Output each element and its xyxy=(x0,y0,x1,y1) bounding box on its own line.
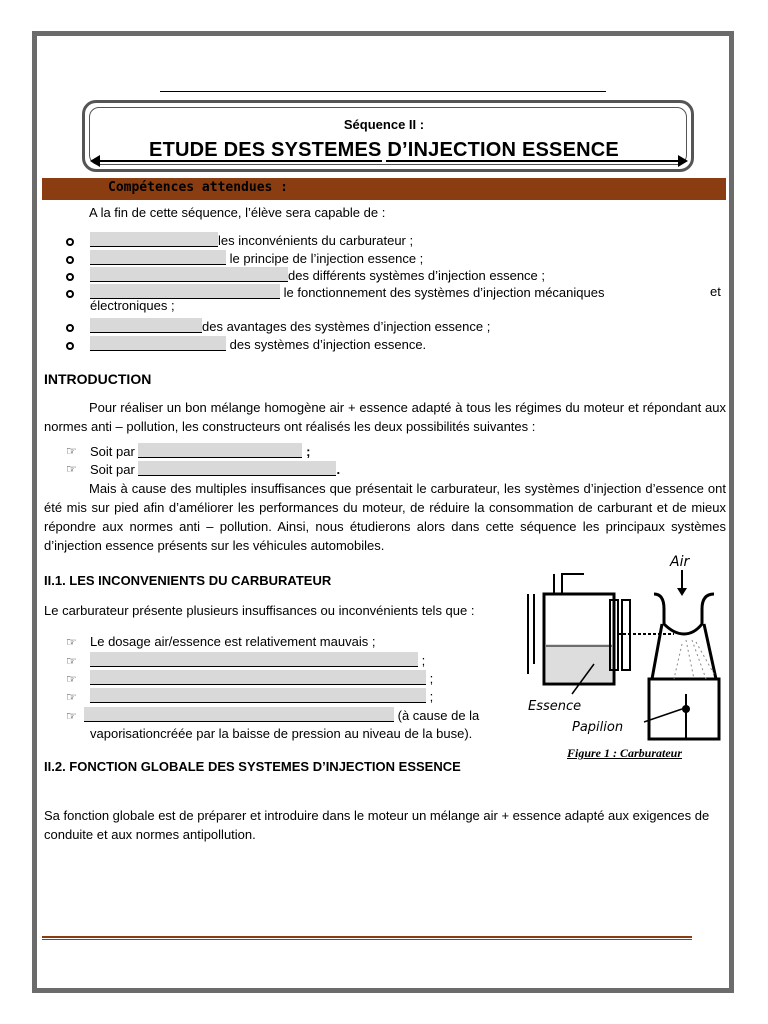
figure-label-papilion: Papilion xyxy=(572,720,624,735)
bullet-icon xyxy=(66,342,74,350)
competences-label: Compétences attendues : xyxy=(108,180,289,195)
section-heading: II.1. LES INCONVENIENTS DU CARBURATEUR xyxy=(44,573,332,588)
fill-blank[interactable] xyxy=(90,318,202,333)
list-item-continuation: et xyxy=(710,284,721,299)
section-heading: II.2. FONCTION GLOBALE DES SYSTEMES D’INJECTION ESSENCE xyxy=(44,759,461,774)
bullet-icon xyxy=(66,324,74,332)
fill-blank[interactable] xyxy=(90,670,426,685)
list-item: le principe de l’injection essence ; xyxy=(90,250,423,266)
arrow-right-icon xyxy=(678,155,688,167)
list-item: des avantages des systèmes d’injection essence ; xyxy=(90,318,490,334)
list-item-continuation: électroniques ; xyxy=(90,298,175,313)
introduction-heading: INTRODUCTION xyxy=(44,371,152,387)
fill-blank[interactable] xyxy=(90,267,288,282)
fill-blank[interactable] xyxy=(90,688,426,703)
list-item: des différents systèmes d’injection essence ; xyxy=(90,267,545,283)
title-arrow-line xyxy=(386,160,680,162)
list-item: ; xyxy=(90,688,433,704)
fill-blank[interactable] xyxy=(90,232,218,247)
fill-blank[interactable] xyxy=(84,707,394,722)
competences-intro: A la fin de cette séquence, l’élève sera capable de : xyxy=(89,205,386,220)
figure-label-air: Air xyxy=(670,554,690,570)
bullet-icon xyxy=(66,273,74,281)
section-paragraph: Sa fonction globale est de préparer et introduire dans le moteur un mélange air + essence adapté aux exigences de conduite et aux normes antipollution. xyxy=(44,808,710,842)
hand-pointer-icon: ☞ xyxy=(66,654,77,668)
bullet-icon xyxy=(66,238,74,246)
header-rule xyxy=(160,91,606,92)
bullet-icon xyxy=(66,256,74,264)
figure-label-essence: Essence xyxy=(528,699,582,714)
fill-blank[interactable] xyxy=(138,461,336,476)
list-item-continuation: vaporisationcréée par la baisse de pression au niveau de la buse). xyxy=(90,726,473,741)
list-item: ; xyxy=(90,670,433,686)
list-item: Le dosage air/essence est relativement mauvais ; xyxy=(90,634,376,649)
introduction-paragraph-2: Mais à cause des multiples insuffisances que présentait le carburateur, les systèmes d’injection d’essence ont été mis sur pied afin d’améliorer les performances du moteur, de réduire la consommation de carburant et de mieux répondre aux normes anti – pollution. Ainsi, nous étudierons alors dans cette séquence les principaux systèmes d’injection essence présents sur les véhicules automobiles. xyxy=(44,481,726,553)
hand-pointer-icon: ☞ xyxy=(66,709,77,723)
carburetor-figure xyxy=(524,554,724,744)
list-item: les inconvénients du carburateur ; xyxy=(90,232,413,248)
sequence-label: Séquence II : xyxy=(343,117,425,132)
list-item: ; xyxy=(90,652,425,668)
fill-blank[interactable] xyxy=(90,284,280,299)
fill-blank[interactable] xyxy=(138,443,302,458)
hand-pointer-icon: ☞ xyxy=(66,672,77,686)
footer-rule xyxy=(42,936,692,940)
competences-banner xyxy=(42,178,726,200)
fill-blank[interactable] xyxy=(90,652,418,667)
option-item: Soit par . xyxy=(90,462,341,477)
hand-pointer-icon: ☞ xyxy=(66,462,77,476)
fill-blank[interactable] xyxy=(90,250,226,265)
list-item: (à cause de la xyxy=(84,707,479,723)
option-item: Soit par ; xyxy=(90,444,311,459)
bullet-icon xyxy=(66,290,74,298)
hand-pointer-icon: ☞ xyxy=(66,635,77,649)
list-item: le fonctionnement des systèmes d’injection mécaniques xyxy=(90,284,604,300)
figure-caption: Figure 1 : Carburateur xyxy=(567,746,683,760)
hand-pointer-icon: ☞ xyxy=(66,690,77,704)
page-title: ETUDE DES SYSTEMES D’INJECTION ESSENCE xyxy=(149,139,619,161)
list-item: des systèmes d’injection essence. xyxy=(90,336,426,352)
hand-pointer-icon: ☞ xyxy=(66,444,77,458)
section-intro: Le carburateur présente plusieurs insuffisances ou inconvénients tels que : xyxy=(44,603,475,618)
fill-blank[interactable] xyxy=(90,336,226,351)
title-arrow-line xyxy=(92,160,382,162)
introduction-paragraph: Pour réaliser un bon mélange homogène air + essence adapté à tous les régimes du moteur et répondant aux normes anti – pollution, les constructeurs ont réalisés les deux possibilités suivantes : xyxy=(44,400,726,434)
